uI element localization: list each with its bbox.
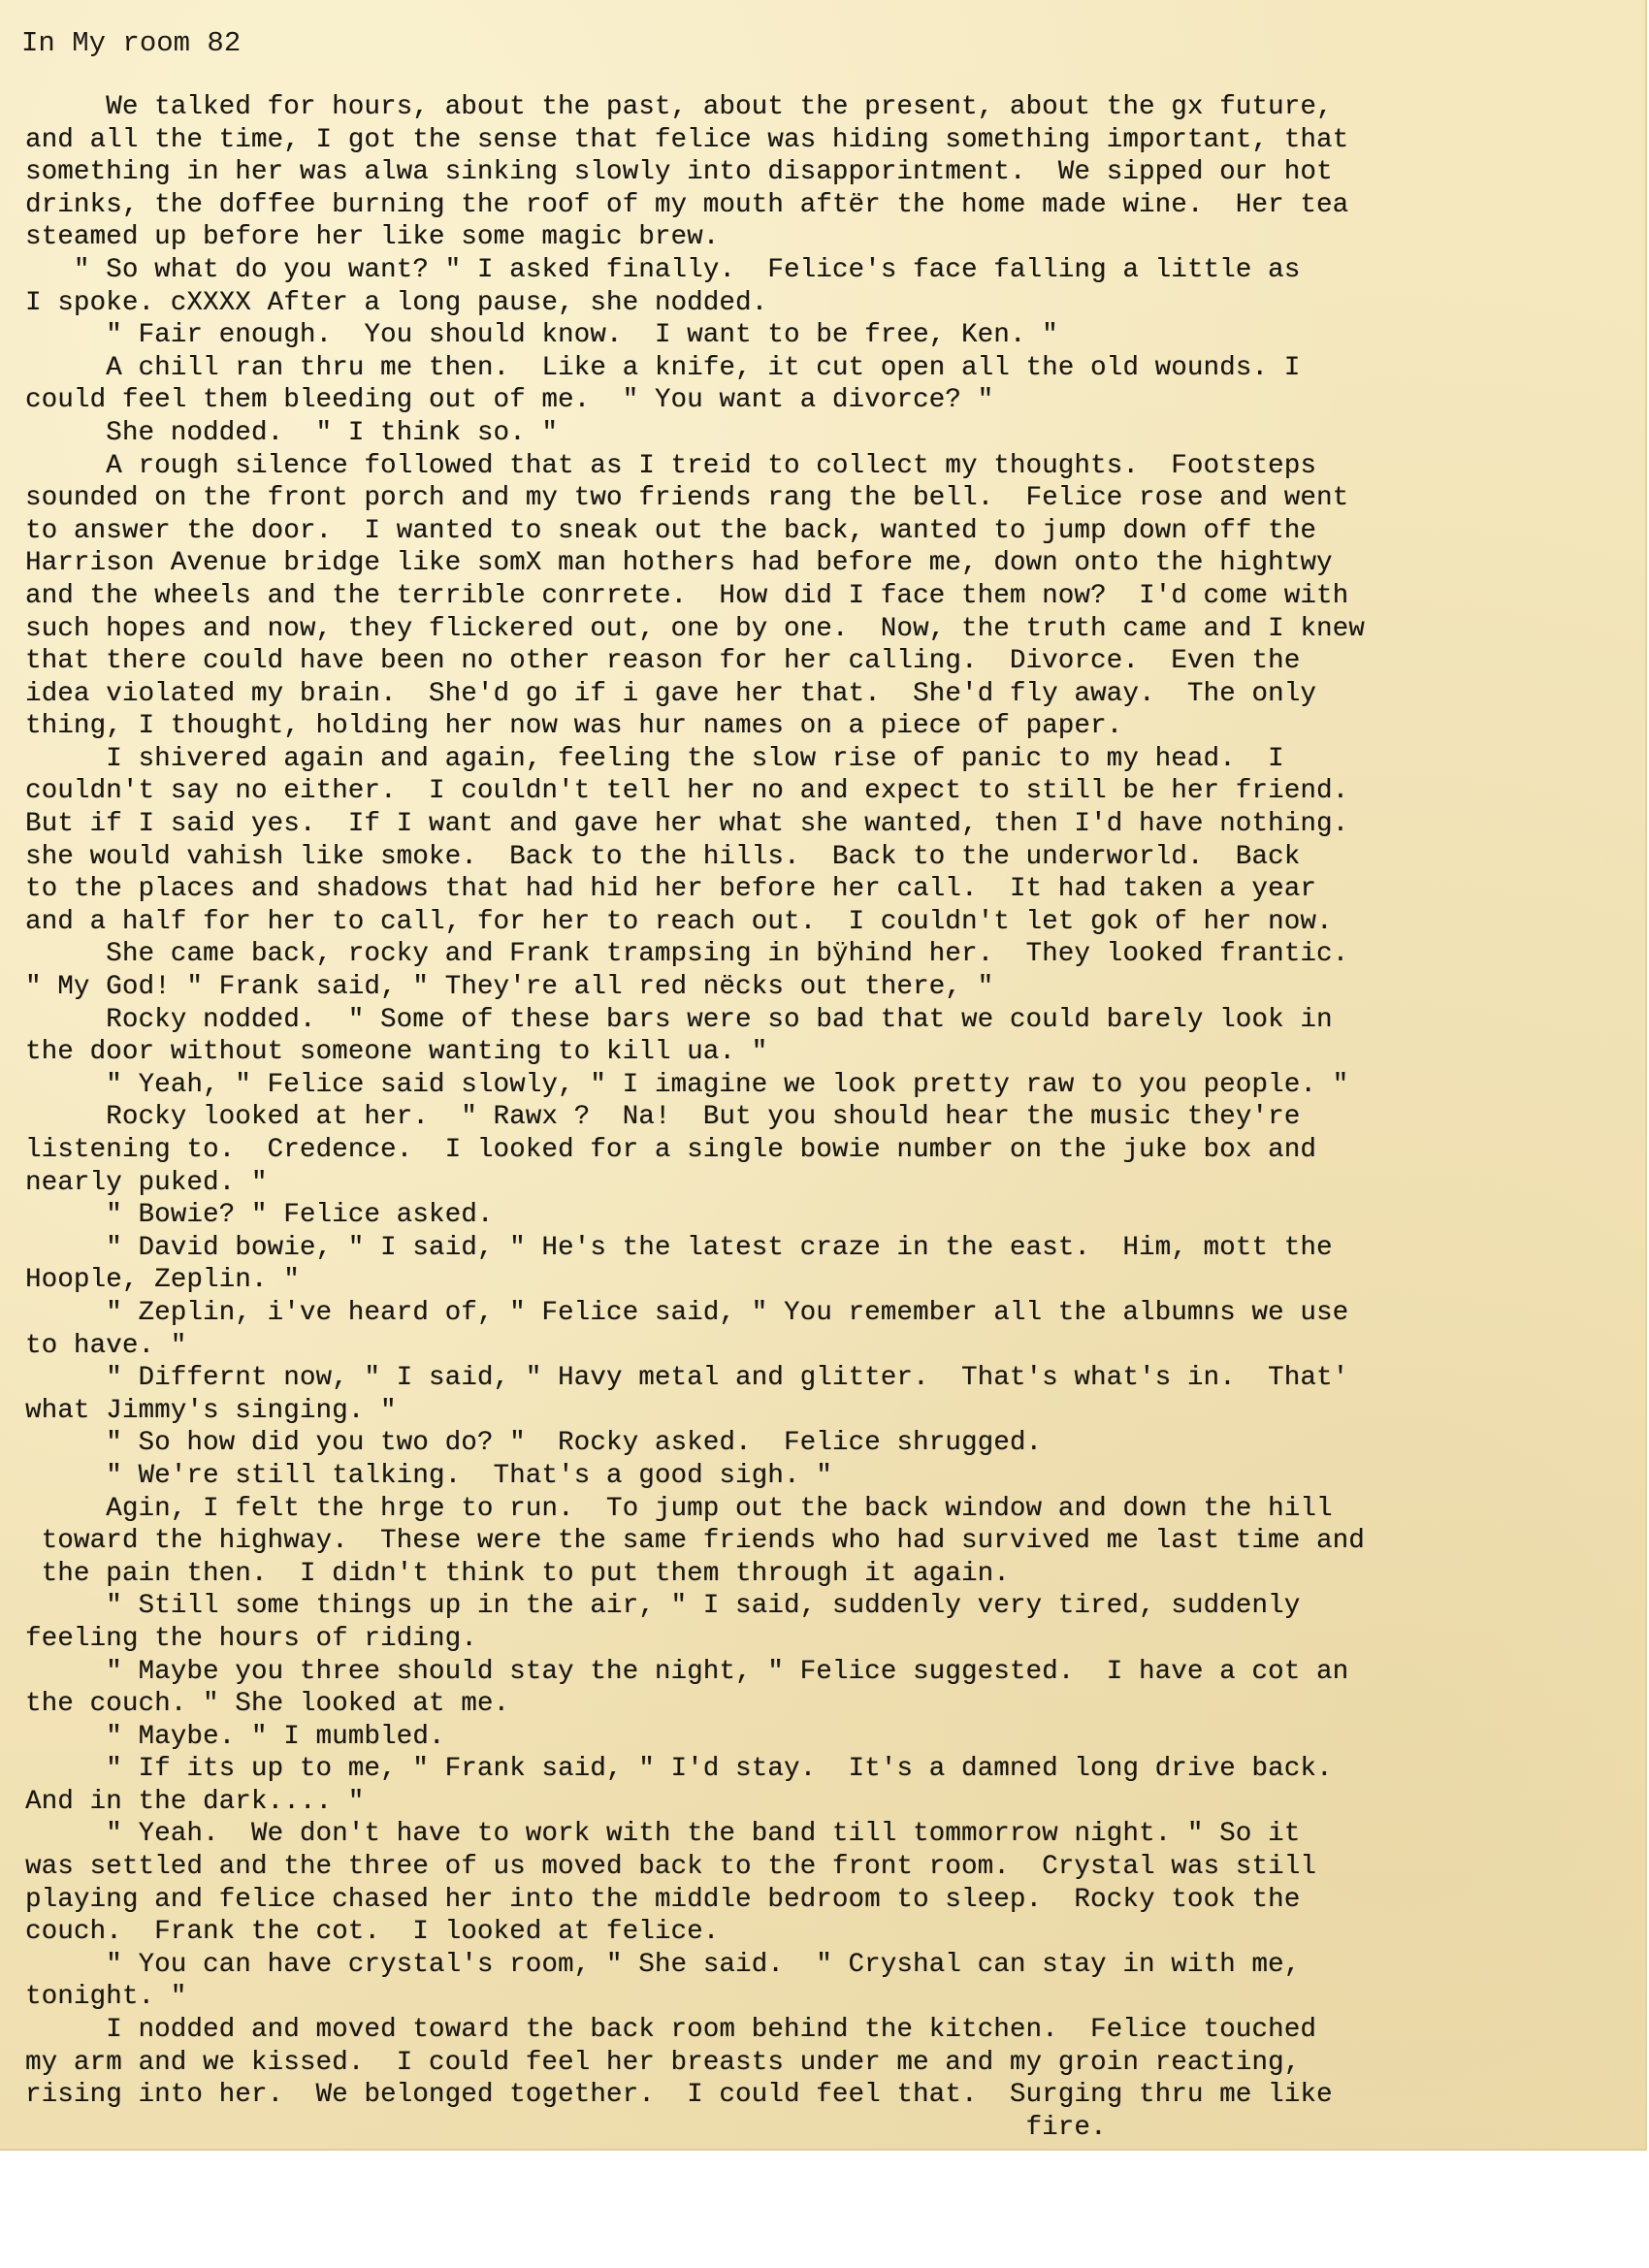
text-line: Rocky nodded. " Some of these bars were so bad that we could barely look in [25, 1004, 1333, 1035]
body-text [25, 91, 1635, 2144]
text-line: " Still some things up in the air, " I said, suddenly very tired, suddenly [25, 1591, 1301, 1622]
text-line: " My God! " Frank said, " They're all red nëcks out there, " [25, 972, 994, 1003]
text-line: We talked for hours, about the past, about the present, about the gx future, [25, 92, 1333, 122]
text-line: sounded on the front porch and my two friends rang the bell. Felice rose and went [25, 483, 1349, 514]
text-line: But if I said yes. If I want and gave her what she wanted, then I'd have nothing. [25, 809, 1349, 840]
text-line: listening to. Credence. I looked for a single bowie number on the juke box and [25, 1135, 1316, 1165]
text-line: " Maybe you three should stay the night, " Felice suggested. I have a cot an [25, 1656, 1349, 1687]
text-line: she would vahish like smoke. Back to the hills. Back to the underworld. Back [25, 841, 1301, 872]
text-line: steamed up before her like some magic brew. [25, 222, 720, 253]
text-line: " Maybe. " I mumbled. [25, 1721, 445, 1752]
text-line: my arm and we kissed. I could feel her breasts under me and my groin reacting, [25, 2047, 1301, 2078]
text-line: " If its up to me, " Frank said, " I'd stay. It's a damned long drive back. [25, 1754, 1333, 1785]
text-line: to have. " [25, 1330, 187, 1361]
text-line: " You can have crystal's room, " She said. " Cryshal can stay in with me, [25, 1949, 1301, 1980]
text-line: the couch. " She looked at me. [25, 1689, 510, 1720]
text-line: playing and felice chased her into the middle bedroom to sleep. Rocky took the [25, 1884, 1301, 1915]
text-line: I nodded and moved toward the back room behind the kitchen. Felice touched [25, 2015, 1316, 2046]
text-line: and a half for her to call, for her to reach out. I couldn't let gok of her now. [25, 906, 1333, 937]
text-line: " Zeplin, i've heard of, " Felice said, " You remember all the albumns we use [25, 1297, 1349, 1328]
text-line: A rough silence followed that as I treid to collect my thoughts. Footsteps [25, 450, 1316, 481]
text-line: I spoke. cXXXX After a long pause, she nodded. [25, 287, 768, 318]
text-line: something in her was alwa sinking slowly into disapporintment. We sipped our hot [25, 157, 1333, 188]
text-line: " David bowie, " I said, " He's the latest craze in the east. Him, mott the [25, 1232, 1333, 1263]
text-line: such hopes and now, they flickered out, one by one. Now, the truth came and I knew [25, 613, 1365, 644]
text-line: Rocky looked at her. " Rawx ? Na! But you should hear the music they're [25, 1102, 1301, 1133]
text-line: what Jimmy's singing. " [25, 1395, 397, 1426]
text-line: feeling the hours of riding. [25, 1623, 477, 1654]
text-line: could feel them bleeding out of me. " You want a divorce? " [25, 385, 994, 416]
text-line: She nodded. " I think so. " [25, 417, 559, 448]
text-line: " So what do you want? " I asked finally. Felice's face falling a little as [25, 254, 1301, 285]
text-line: " Bowie? " Felice asked. [25, 1200, 494, 1231]
text-line: and the wheels and the terrible conrrete. How did I face them now? I'd come with [25, 580, 1349, 611]
text-line: couldn't say no either. I couldn't tell her no and expect to still be her friend. [25, 776, 1349, 807]
text-line: toward the highway. These were the same friends who had survived me last time and [25, 1526, 1365, 1557]
text-line: the pain then. I didn't think to put them through it again. [25, 1558, 1010, 1589]
text-line: rising into her. We belonged together. I could feel that. Surging thru me like [25, 2080, 1333, 2111]
text-line: " So how did you two do? " Rocky asked. Felice shrugged. [25, 1428, 1043, 1459]
text-line: nearly puked. " [25, 1167, 268, 1198]
text-line: was settled and the three of us moved back to the front room. Crystal was still [25, 1852, 1316, 1883]
text-line: " Yeah. We don't have to work with the band till tommorrow night. " So it [25, 1819, 1301, 1850]
text-line: idea violated my brain. She'd go if i gave her that. She'd fly away. The only [25, 678, 1316, 709]
text-line: " Fair enough. You should know. I want to be free, Ken. " [25, 320, 1058, 351]
page-header: In My room 82 [21, 27, 242, 59]
text-line: and all the time, I got the sense that felice was hiding something important, that [25, 124, 1349, 155]
text-line: She came back, rocky and Frank trampsing in bÿhind her. They looked frantic. [25, 939, 1349, 970]
text-line: " We're still talking. That's a good sigh. " [25, 1460, 832, 1491]
text-line: thing, I thought, holding her now was hur names on a piece of paper. [25, 711, 1123, 742]
text-line: " Differnt now, " I said, " Havy metal and glitter. That's what's in. That' [25, 1363, 1349, 1394]
text-line: Agin, I felt the hrge to run. To jump out the back window and down the hill [25, 1493, 1333, 1524]
text-line: tonight. " [25, 1982, 187, 2013]
text-line: Harrison Avenue bridge like somX man hothers had before me, down onto the hightwy [25, 548, 1333, 579]
text-line: fire. [25, 2112, 1107, 2143]
text-line: Hoople, Zeplin. " [25, 1265, 300, 1296]
text-line: I shivered again and again, feeling the slow rise of panic to my head. I [25, 743, 1284, 774]
text-line: " Yeah, " Felice said slowly, " I imagine we look pretty raw to you people. " [25, 1069, 1349, 1100]
text-line: to the places and shadows that had hid her before her call. It had taken a year [25, 874, 1316, 905]
text-line: to answer the door. I wanted to sneak out the back, wanted to jump down off the [25, 515, 1316, 546]
text-line: drinks, the doffee burning the roof of my mouth aftër the home made wine. Her tea [25, 189, 1349, 220]
text-line: the door without someone wanting to kill ua. " [25, 1037, 768, 1068]
text-line: that there could have been no other reason for her calling. Divorce. Even the [25, 646, 1301, 677]
text-line: couch. Frank the cot. I looked at felice. [25, 1917, 720, 1948]
text-line: A chill ran thru me then. Like a knife, it cut open all the old wounds. I [25, 352, 1301, 383]
text-line: And in the dark.... " [25, 1786, 365, 1817]
